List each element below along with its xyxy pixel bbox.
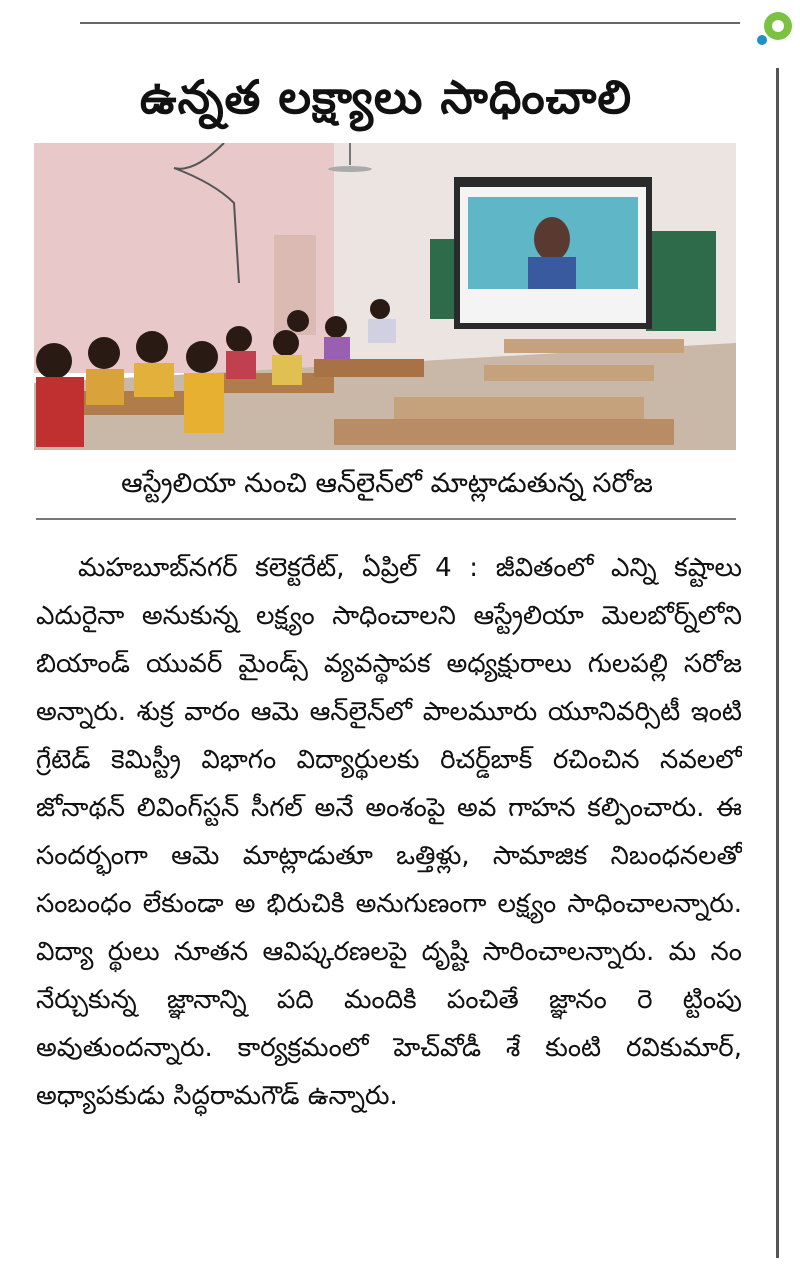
column-rule	[776, 68, 779, 1258]
classroom-photo	[34, 143, 736, 450]
article-headline: ఉన్నత లక్ష్యాలు సాధించాలి	[139, 70, 633, 124]
publication-logo-icon	[752, 6, 796, 50]
photo-caption: ఆస్ట్రేలియా నుంచి ఆన్‌లైన్‌లో మాట్లాడుతున్న సరోజ	[121, 468, 653, 499]
caption-rule	[36, 518, 736, 520]
top-rule	[80, 22, 740, 24]
article-body: మహబూబ్‌నగర్ కలెక్టరేట్, ఏప్రిల్ 4 : జీవితంలో ఎన్ని కష్టాలు ఎదురైనా అనుకున్న లక్ష్యం సాధించాలని ఆస్ట్రేలియా మెల‌బోర్న్‌లోని బియాండ్ యువర్ మైండ్స్ వ్యవస్థాపక అధ్యక్షురాలు గులపల్లి సరోజ అన్నారు. శుక్ర వారం ఆమె ఆన్‌లైన్‌లో పాలమూరు యూనివర్సిటీ ఇంటి గ్రేటెడ్ కెమిస్ట్రీ విభాగం విద్యార్థులకు రిచర్డ్‌బాక్ రచించిన నవలలో జోనాథన్ లివింగ్‌స్టన్ సీగల్ అనే అంశంపై అవ గాహన కల్పించారు. ఈ సందర్భంగా ఆమె మాట్లాడుతూ ఒత్తిళ్లు, సామాజిక నిబంధనలతో సంబంధం లేకుండా అ భిరుచికి అనుగుణంగా లక్ష్యం సాధించాలన్నారు. విద్యా ర్థులు నూతన ఆవిష్కరణలపై దృష్టి సారించాలన్నారు. మ నం నేర్చుకున్న జ్ఞానాన్ని పది మందికి పంచితే జ్ఞానం రె ట్టింపు అవుతుందన్నారు. కార్యక్రమంలో హెచ్‌వోడీ శే కుంటి రవికుమార్, అధ్యాపకుడు సిద్ధరామగౌడ్ ఉన్నారు.	[36, 553, 742, 1111]
